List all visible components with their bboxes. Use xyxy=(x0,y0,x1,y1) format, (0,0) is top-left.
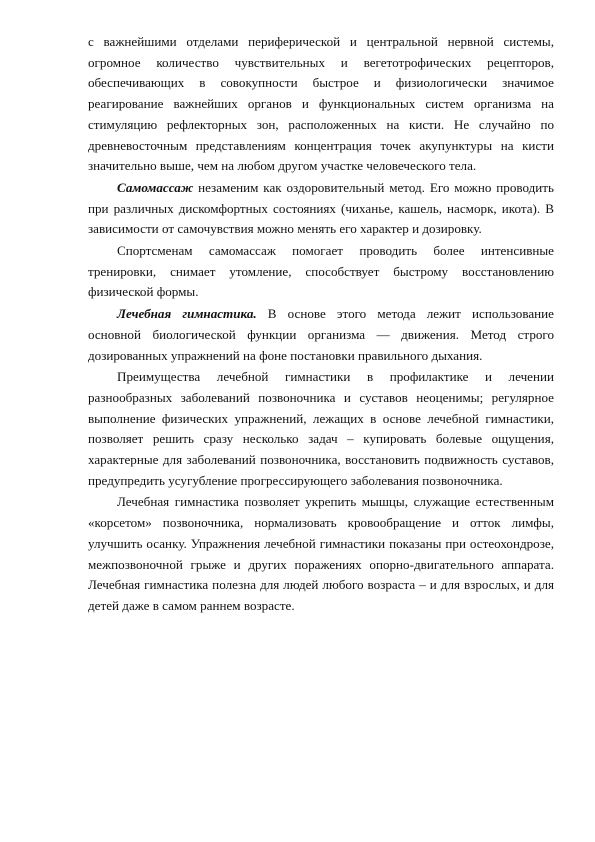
paragraph-2-text: незаменим как оздоровительный метод. Его можно проводить при различных дискомфортных состояниях (чиханье, кашель, насморк, икота). В зависимости от самочувствия можно менять его характер и дозировку. xyxy=(88,179,554,237)
paragraph-6 xyxy=(88,492,554,616)
paragraph-4-text: В основе этого метода лежит использование основной биологической функции организма — движения. Метод строго дозированных упражнений на фоне постановки правильного дыхания. xyxy=(88,306,554,363)
paragraph-2-term: Самомассаж xyxy=(117,179,194,195)
paragraph-6-text: Лечебная гимнастика позволяет укрепить мышцы, служащие естественным «корсетом» позвоночника, нормализовать кровообращение и отток лимфы, улучшить осанку. Упражнения лечебной гимнастики показаны при остеохондрозе, межпозвоночной грыже и других поражениях опорно-двигательного аппарата. Лечебная гимнастика полезна для людей любого возраста – и для взрослых, и для детей даже в самом раннем возрасте. xyxy=(88,494,554,613)
paragraph-1 xyxy=(88,32,554,177)
paragraph-3 xyxy=(88,241,554,303)
paragraph-4-term: Лечебная гимнастика. xyxy=(117,306,257,322)
paragraph-5 xyxy=(88,367,554,491)
paragraph-1-text: с важнейшими отделами периферической и центральной нервной системы, огромное количество чувствительных и вегетотрофических рецепторов, обеспечивающих в совокупности быстрое и физиологически значимое реагирование важнейших органов и функциональных систем организма на стимуляцию рефлекторных зон, расположенных на кисти. Не случайно по древневосточным представлениям концентрация точек акупунктуры на кисти значительно выше, чем на любом другом участке человеческого тела. xyxy=(88,34,554,174)
document-page xyxy=(88,32,554,618)
paragraph-2 xyxy=(88,178,554,240)
paragraph-5-text: Преимущества лечебной гимнастики в профилактике и лечении разнообразных заболеваний позвоночника и суставов неоценимы; регулярное выполнение физических упражнений, лежащих в основе лечебной гимнастики, позволяет решить сразу несколько задач – купировать болевые ощущения, характерные для заболеваний позвоночника, восстановить подвижность суставов, предупредить усугубление прогрессирующего заболевания позвоночника. xyxy=(88,369,554,488)
paragraph-3-text: Спортсменам самомассаж помогает проводить более интенсивные тренировки, снимает утомление, способствует быстрому восстановлению физической формы. xyxy=(88,243,554,300)
paragraph-4 xyxy=(88,304,554,366)
